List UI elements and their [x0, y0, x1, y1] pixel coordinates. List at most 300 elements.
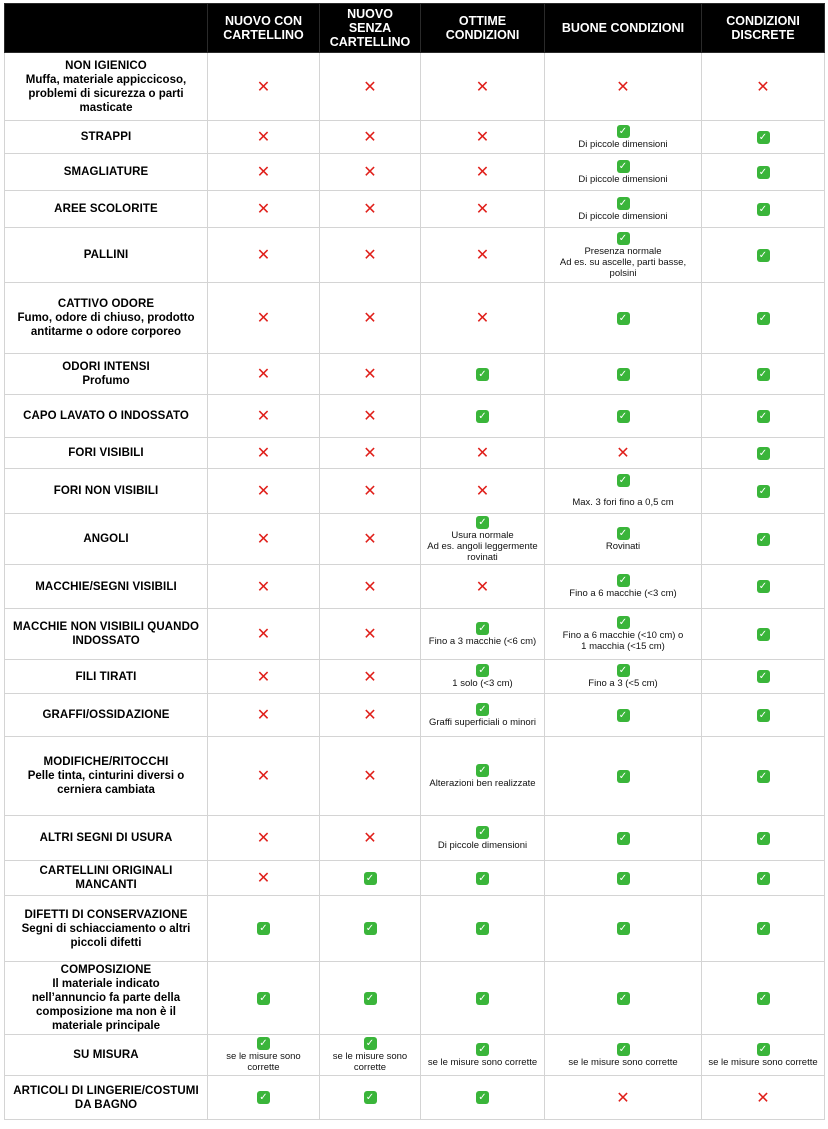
table-cell: [545, 565, 702, 609]
table-row: [5, 1076, 825, 1120]
table-cell: [320, 53, 421, 121]
row-label-title: ARTICOLI DI LINGERIE/COSTUMI: [13, 1084, 199, 1097]
check-icon: ✓: [617, 922, 630, 935]
row-label-title: STRAPPI: [80, 131, 132, 143]
table-cell: [208, 694, 320, 737]
check-icon: ✓: [257, 922, 270, 935]
table-row: [5, 694, 825, 737]
check-icon: ✓: [617, 832, 630, 845]
cross-icon: ✕: [475, 127, 490, 146]
cell-content: [424, 764, 541, 789]
row-label-detail: Segni di schiacciamento o altri: [21, 922, 191, 935]
cell-content: [424, 247, 541, 263]
table-cell: [208, 660, 320, 694]
table-row: [5, 514, 825, 565]
row-label: [5, 962, 208, 1035]
cross-icon: ✕: [363, 245, 377, 264]
cell-content: [211, 201, 316, 217]
cell-note: [452, 678, 512, 689]
cross-icon: ✕: [756, 76, 770, 96]
table-row: [5, 228, 825, 283]
cell-content: [211, 483, 316, 499]
table-cell: [421, 565, 545, 609]
table-cell: [320, 469, 421, 514]
cell-content: [548, 664, 698, 689]
cell-content: [211, 870, 316, 886]
cell-note: [333, 1051, 407, 1073]
cell-content: [705, 76, 821, 96]
column-header-line: DISCRETE: [731, 28, 795, 42]
row-label: [5, 1076, 208, 1120]
check-icon: ✓: [617, 616, 630, 629]
cell-note: [568, 1057, 677, 1068]
cross-icon: ✕: [363, 308, 377, 327]
cell-note: [708, 1057, 817, 1068]
cell-content: [211, 408, 316, 424]
row-label-detail: Pelle tinta, cinturini diversi o: [27, 770, 185, 782]
row-label: [5, 660, 208, 694]
table-cell: [545, 191, 702, 228]
cell-content: [424, 1091, 541, 1104]
row-label-title: FORI NON VISIBILI: [53, 485, 159, 497]
table-cell: [320, 896, 421, 962]
row-label-title: SU MISURA: [73, 1049, 139, 1061]
cross-icon: ✕: [475, 199, 490, 218]
check-icon: ✓: [617, 232, 630, 245]
table-cell: [208, 896, 320, 962]
cell-note-line: corrette: [247, 1062, 280, 1073]
check-icon: ✓: [617, 664, 630, 677]
cell-content: [424, 368, 541, 381]
cell-note: [606, 541, 640, 552]
cell-content: [424, 445, 541, 461]
row-label: [5, 861, 208, 896]
cell-content: [705, 533, 821, 546]
table-cell: [702, 737, 825, 816]
cell-content: [705, 203, 821, 216]
cell-note: [563, 630, 684, 652]
table-cell: [320, 228, 421, 283]
cell-content: [323, 483, 417, 499]
table-row: [5, 660, 825, 694]
table-cell: [320, 514, 421, 565]
check-icon: ✓: [476, 516, 489, 529]
row-label-title: PALLINI: [83, 249, 129, 261]
table-cell: [208, 53, 320, 121]
table-cell: [208, 469, 320, 514]
table-cell: [320, 861, 421, 896]
table-cell: [320, 191, 421, 228]
table-row: [5, 121, 825, 154]
check-icon: ✓: [757, 249, 770, 262]
cell-note-line: Fino a 6 macchie (<10 cm) o: [562, 630, 684, 641]
check-icon: ✓: [476, 410, 489, 423]
table-cell: [545, 962, 702, 1035]
cell-content: [424, 129, 541, 145]
check-icon: ✓: [757, 312, 770, 325]
cell-note-line: Ad es. su ascelle, parti basse,: [559, 256, 687, 268]
cell-content: [211, 626, 316, 642]
table-cell: [320, 565, 421, 609]
header-corner: [5, 4, 208, 53]
cross-icon: ✕: [256, 308, 271, 327]
row-label: [5, 283, 208, 354]
table-row: [5, 816, 825, 861]
cell-note-line: se le misure sono corrette: [708, 1056, 818, 1068]
cell-content: [424, 516, 541, 563]
cell-content: [323, 666, 417, 686]
cell-content: [323, 768, 417, 784]
table-cell: [208, 1035, 320, 1076]
table-cell: [208, 816, 320, 861]
cell-content: [211, 576, 316, 596]
row-label-title: MACCHIE/SEGNI VISIBILI: [35, 580, 177, 593]
cell-note-line: Di piccole dimensioni: [578, 173, 668, 185]
table-cell: [702, 660, 825, 694]
table-cell: [702, 154, 825, 191]
table-cell: [545, 660, 702, 694]
cell-content: [548, 160, 698, 185]
check-icon: ✓: [476, 872, 489, 885]
cell-note-line: Fino a 6 macchie (<3 cm): [569, 588, 677, 599]
table-cell: [320, 283, 421, 354]
table-cell: [421, 816, 545, 861]
row-label: [5, 609, 208, 660]
cell-note-line: Max. 3 fori fino a 0,5 cm: [572, 497, 674, 508]
cell-content: [211, 164, 316, 180]
table-cell: [702, 962, 825, 1035]
cell-note: [438, 840, 527, 851]
cross-icon: ✕: [363, 364, 377, 383]
table-cell: [545, 609, 702, 660]
check-icon: ✓: [617, 410, 630, 423]
cell-note: [578, 174, 667, 185]
cell-content: [705, 485, 821, 498]
cross-icon: ✕: [363, 666, 377, 686]
check-icon: ✓: [364, 872, 377, 885]
row-label-title: ODORI INTENSI: [62, 361, 150, 373]
check-icon: ✓: [364, 1091, 377, 1104]
cell-content: [424, 872, 541, 885]
check-icon: ✓: [617, 197, 630, 210]
cell-content: [211, 768, 316, 784]
table-row: [5, 896, 825, 962]
table-cell: [421, 154, 545, 191]
cell-note-line: se le misure sono: [332, 1051, 408, 1062]
cell-content: [705, 628, 821, 641]
cross-icon: ✕: [363, 162, 377, 181]
cross-icon: ✕: [256, 245, 271, 264]
cell-note-line: Ad es. angoli leggermente: [427, 540, 538, 552]
cell-content: [424, 922, 541, 935]
cross-icon: ✕: [256, 443, 271, 462]
cell-content: [211, 445, 316, 461]
table-cell: [208, 154, 320, 191]
table-row: [5, 438, 825, 469]
row-label-title: MACCHIE NON VISIBILI QUANDO: [12, 621, 200, 633]
table-cell: [545, 354, 702, 395]
table-cell: [545, 469, 702, 514]
cross-icon: ✕: [475, 162, 490, 181]
check-icon: ✓: [757, 770, 770, 783]
table-cell: [208, 962, 320, 1035]
cell-content: [548, 410, 698, 423]
header-row: [5, 4, 825, 53]
cell-content: [211, 830, 316, 846]
cell-content: [323, 201, 417, 217]
table-cell: [421, 354, 545, 395]
table-cell: [421, 861, 545, 896]
cell-content: [424, 576, 541, 596]
row-label: [5, 191, 208, 228]
cell-content: [424, 201, 541, 217]
row-label-detail: MANCANTI: [75, 879, 137, 891]
table-cell: [208, 1076, 320, 1120]
row-label-detail: Profumo: [82, 375, 130, 387]
cross-icon: ✕: [475, 245, 490, 264]
row-label-title: CAPO LAVATO O INDOSSATO: [23, 410, 189, 422]
cell-content: [323, 76, 417, 96]
cell-content: [211, 707, 316, 723]
column-header-line: NUOVO CON: [224, 14, 303, 28]
cross-icon: ✕: [475, 76, 490, 96]
row-label-detail: DA BAGNO: [74, 1098, 138, 1111]
table-cell: [545, 228, 702, 283]
cell-content: [705, 368, 821, 381]
cell-content: [548, 616, 698, 652]
row-label-detail: piccoli difetti: [70, 936, 142, 949]
table-cell: [208, 861, 320, 896]
check-icon: ✓: [476, 703, 489, 716]
cell-content: [548, 574, 698, 599]
check-icon: ✓: [617, 125, 630, 138]
table-cell: [545, 816, 702, 861]
row-label-title: CATTIVO ODORE: [57, 298, 155, 310]
row-label: [5, 438, 208, 469]
cell-content: [705, 670, 821, 683]
check-icon: ✓: [757, 203, 770, 216]
table-cell: [545, 395, 702, 438]
cell-content: [705, 922, 821, 935]
cross-icon: ✕: [363, 828, 377, 847]
cell-content: [548, 125, 698, 150]
cell-content: [705, 249, 821, 262]
table-cell: [320, 816, 421, 861]
cell-content: [548, 1043, 698, 1068]
cell-note: [588, 678, 657, 689]
cell-note-line: Di piccole dimensioni: [437, 839, 528, 851]
cell-content: [548, 445, 698, 461]
check-icon: ✓: [476, 622, 489, 635]
check-icon: ✓: [364, 992, 377, 1005]
cell-content: [323, 576, 417, 596]
cell-content: [323, 531, 417, 547]
cell-content: [548, 770, 698, 783]
cross-icon: ✕: [256, 162, 271, 181]
check-icon: ✓: [476, 764, 489, 777]
row-label-detail: cerniera cambiata: [57, 784, 155, 796]
table-row: [5, 53, 825, 121]
table-cell: [421, 191, 545, 228]
cell-content: [323, 164, 417, 180]
cross-icon: ✕: [475, 443, 490, 462]
cell-content: [705, 166, 821, 179]
table-cell: [702, 861, 825, 896]
check-icon: ✓: [617, 709, 630, 722]
table-cell: [702, 53, 825, 121]
cell-content: [424, 410, 541, 423]
cell-note-line: corrette: [353, 1062, 387, 1073]
row-label: [5, 154, 208, 191]
table-cell: [320, 395, 421, 438]
cell-note: [578, 139, 667, 150]
row-label-title: NON IGIENICO: [65, 59, 147, 72]
table-cell: [702, 694, 825, 737]
table-cell: [545, 53, 702, 121]
cell-note: [578, 211, 667, 222]
row-label-detail: Muffa, materiale appiccicoso,: [25, 73, 187, 86]
table-cell: [208, 121, 320, 154]
table-cell: [545, 438, 702, 469]
cell-content: [424, 703, 541, 728]
row-label-detail: Il materiale indicato: [52, 978, 160, 990]
check-icon: ✓: [617, 160, 630, 173]
row-label-detail: antitarme o odore corporeo: [30, 326, 182, 338]
column-header-line: NUOVO: [347, 7, 393, 21]
table-row: [5, 354, 825, 395]
table-row: [5, 469, 825, 514]
row-label-title: DIFETTI DI CONSERVAZIONE: [24, 908, 188, 921]
table-row: [5, 1035, 825, 1076]
check-icon: ✓: [617, 368, 630, 381]
table-cell: [421, 121, 545, 154]
column-header-line: CONDIZIONI: [445, 28, 520, 42]
cell-content: [211, 76, 316, 96]
table-cell: [208, 395, 320, 438]
table-row: [5, 283, 825, 354]
table-cell: [702, 191, 825, 228]
table-cell: [545, 694, 702, 737]
table-cell: [545, 121, 702, 154]
table-cell: [320, 1076, 421, 1120]
check-icon: ✓: [476, 1043, 489, 1056]
table-row: [5, 737, 825, 816]
check-icon: ✓: [476, 992, 489, 1005]
column-header-buone-condizioni: [545, 4, 702, 53]
cell-content: [548, 197, 698, 222]
cell-content: [323, 707, 417, 723]
column-header-ottime-condizioni: [421, 4, 545, 53]
check-icon: ✓: [757, 166, 770, 179]
cross-icon: ✕: [256, 364, 271, 383]
table-cell: [421, 1035, 545, 1076]
table-cell: [421, 395, 545, 438]
cell-note-line: Presenza normale: [584, 245, 662, 257]
check-icon: ✓: [757, 670, 770, 683]
cell-note: [572, 497, 673, 508]
cross-icon: ✕: [363, 481, 377, 500]
table-cell: [702, 354, 825, 395]
cross-icon: ✕: [363, 443, 377, 462]
cross-icon: ✕: [256, 624, 271, 643]
cell-content: [211, 247, 316, 263]
table-cell: [421, 660, 545, 694]
cross-icon: ✕: [363, 624, 377, 643]
row-label: [5, 816, 208, 861]
cell-content: [705, 447, 821, 460]
row-label-title: AREE SCOLORITE: [54, 203, 158, 215]
check-icon: ✓: [364, 1037, 377, 1050]
check-icon: ✓: [257, 992, 270, 1005]
cell-note-line: se le misure sono corrette: [568, 1056, 678, 1068]
cell-content: [211, 666, 316, 686]
check-icon: ✓: [476, 664, 489, 677]
cell-content: [323, 1091, 417, 1104]
cell-note-line: rovinati: [467, 551, 498, 563]
cross-icon: ✕: [363, 76, 377, 96]
row-label-title: COMPOSIZIONE: [60, 964, 152, 976]
table-row: [5, 962, 825, 1035]
cell-note: [429, 636, 536, 647]
cross-icon: ✕: [363, 529, 377, 548]
check-icon: ✓: [757, 922, 770, 935]
cell-note: [429, 778, 535, 789]
cell-content: [211, 922, 316, 935]
row-label: [5, 395, 208, 438]
cell-note-line: se le misure sono: [226, 1051, 301, 1062]
check-icon: ✓: [617, 872, 630, 885]
cell-content: [323, 408, 417, 424]
cell-note-line: 1 macchia (<15 cm): [581, 641, 665, 652]
table-cell: [545, 283, 702, 354]
check-icon: ✓: [757, 1043, 770, 1056]
table-cell: [208, 228, 320, 283]
cell-content: [548, 992, 698, 1005]
cell-content: [548, 76, 698, 96]
table-cell: [702, 121, 825, 154]
row-label-title: CARTELLINI ORIGINALI: [39, 865, 173, 877]
table-cell: [208, 438, 320, 469]
table-row: [5, 861, 825, 896]
table-cell: [545, 896, 702, 962]
table-cell: [320, 121, 421, 154]
cell-content: [424, 664, 541, 689]
column-header-line: CARTELLINO: [223, 28, 304, 42]
table-cell: [208, 514, 320, 565]
check-icon: ✓: [257, 1091, 270, 1104]
table-cell: [702, 896, 825, 962]
table-row: [5, 609, 825, 660]
table-row: [5, 565, 825, 609]
cell-note-line: polsini: [609, 267, 637, 279]
table-cell: [421, 962, 545, 1035]
row-label: [5, 228, 208, 283]
table-cell: [208, 191, 320, 228]
row-label-detail: composizione ma non è il: [36, 1006, 176, 1018]
cell-content: [424, 1043, 541, 1068]
cell-content: [424, 310, 541, 326]
table-cell: [320, 354, 421, 395]
table-row: [5, 154, 825, 191]
cell-content: [705, 580, 821, 593]
table-cell: [421, 283, 545, 354]
row-label: [5, 354, 208, 395]
table-cell: [545, 514, 702, 565]
check-icon: ✓: [617, 312, 630, 325]
table-cell: [421, 694, 545, 737]
row-label: [5, 514, 208, 565]
cell-content: [211, 310, 316, 326]
